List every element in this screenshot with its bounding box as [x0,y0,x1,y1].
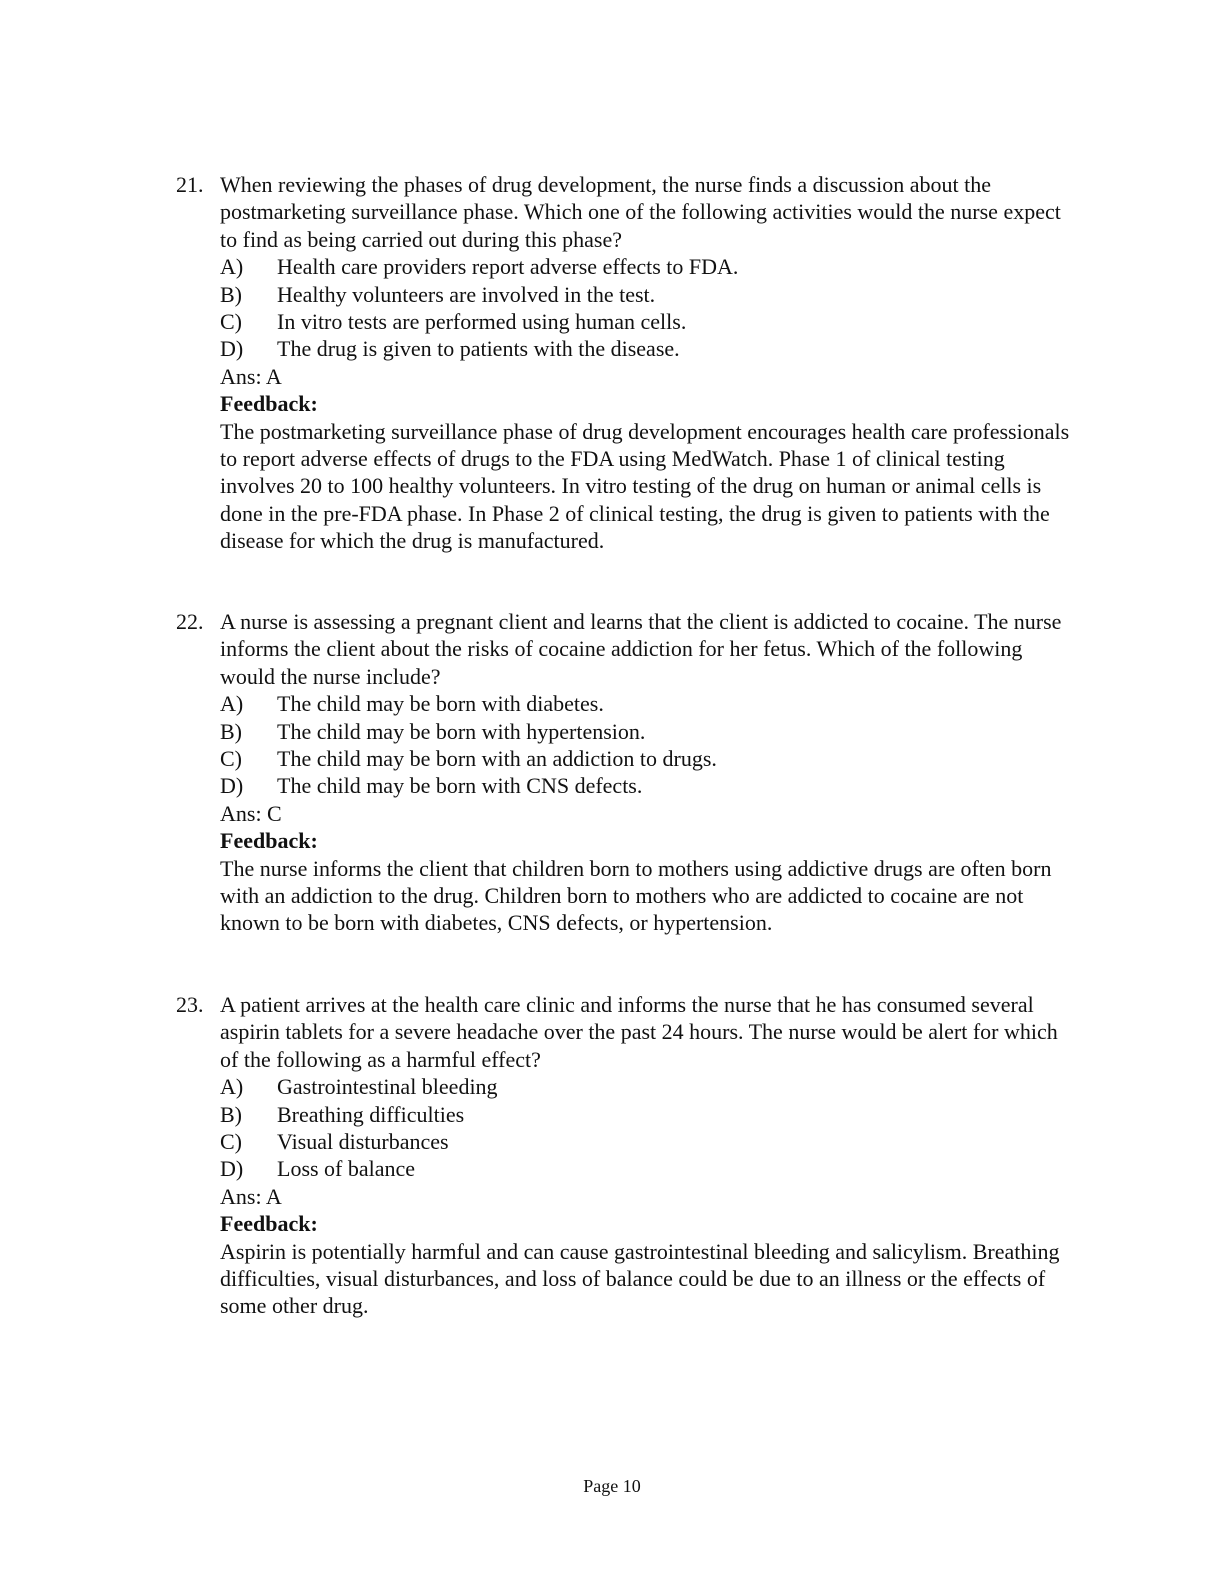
option-c [220,1128,1070,1155]
option-text: The drug is given to patients with the disease. [277,336,680,362]
option-a [220,690,1070,717]
question-stem: A patient arrives at the health care clinic and informs the nurse that he has consumed several aspirin tablets for a severe headache over the past 24 hours. The nurse would be alert for which of the following as a harmful effect? [220,992,1058,1072]
option-text: The child may be born with CNS defects. [277,773,643,799]
question-body [220,608,1070,937]
option-text: Healthy volunteers are involved in the test. [277,281,656,307]
option-text: Health care providers report adverse effects to FDA. [277,254,739,280]
option-letter: C) [220,1129,242,1155]
feedback-heading: Feedback: [220,391,318,417]
option-c [220,308,1070,335]
option-b [220,281,1070,308]
question-22 [0,608,1224,937]
option-letter: D) [220,336,244,362]
option-letter: D) [220,773,244,799]
option-letter: B) [220,718,242,744]
option-letter: D) [220,1156,244,1182]
question-21 [0,171,1224,555]
option-letter: C) [220,746,242,772]
question-number: 23. [176,992,204,1017]
question-stem: When reviewing the phases of drug development, the nurse finds a discussion about the postmarketing surveillance phase. Which one of the following activities would the nurse expect to find as being carried out during this phase? [220,172,1061,252]
feedback-heading: Feedback: [220,828,318,854]
question-23 [0,991,1224,1320]
option-letter: A) [220,254,244,280]
question-body [220,991,1070,1320]
option-c [220,745,1070,772]
option-letter: B) [220,281,242,307]
option-b [220,1101,1070,1128]
option-text: Loss of balance [277,1156,416,1182]
question-body [220,171,1070,555]
option-letter: A) [220,1074,244,1100]
feedback-text: The postmarketing surveillance phase of drug development encourages health care professionals to report adverse effects of drugs to the FDA using MedWatch. Phase 1 of clinical testing involves 20 to 100 healthy volunteers. In vitro testing of the drug on human or animal cells is done in the pre-FDA phase. In Phase 2 of clinical testing, the drug is given to patients with the disease for which the drug is manufactured. [220,418,1070,554]
question-number: 22. [176,609,204,634]
option-d [220,772,1070,799]
answer-key: Ans: A [220,1183,282,1209]
answer-key: Ans: A [220,363,282,389]
option-text: Visual disturbances [277,1129,449,1155]
option-text: In vitro tests are performed using human cells. [277,309,687,335]
option-letter: C) [220,309,242,335]
option-text: The child may be born with diabetes. [277,691,604,717]
option-a [220,1073,1070,1100]
answer-options [220,1073,1070,1183]
page-number: Page 10 [583,1476,641,1496]
question-stem: A nurse is assessing a pregnant client and learns that the client is addicted to cocaine. The nurse informs the client about the risks of cocaine addiction for her fetus. Which of the following would the nurse include? [220,609,1062,689]
option-b [220,718,1070,745]
answer-options [220,253,1070,363]
option-text: The child may be born with an addiction to drugs. [277,746,717,772]
feedback-heading: Feedback: [220,1211,318,1237]
option-letter: A) [220,691,244,717]
feedback-text: Aspirin is potentially harmful and can cause gastrointestinal bleeding and salicylism. Breathing difficulties, visual disturbances, and loss of balance could be due to an illness or the effects of some other drug. [220,1238,1060,1319]
option-text: Breathing difficulties [277,1101,465,1127]
feedback-text: The nurse informs the client that children born to mothers using addictive drugs are often born with an addiction to the drug. Children born to mothers who are addicted to cocaine are not known to be born with diabetes, CNS defects, or hypertension. [220,855,1052,936]
answer-options [220,690,1070,800]
page-footer [0,1474,1224,1498]
option-a [220,253,1070,280]
option-letter: B) [220,1101,242,1127]
answer-key: Ans: C [220,800,282,826]
option-d [220,1155,1070,1182]
option-d [220,335,1070,362]
question-number: 21. [176,172,204,197]
option-text: The child may be born with hypertension. [277,718,646,744]
option-text: Gastrointestinal bleeding [277,1074,498,1100]
